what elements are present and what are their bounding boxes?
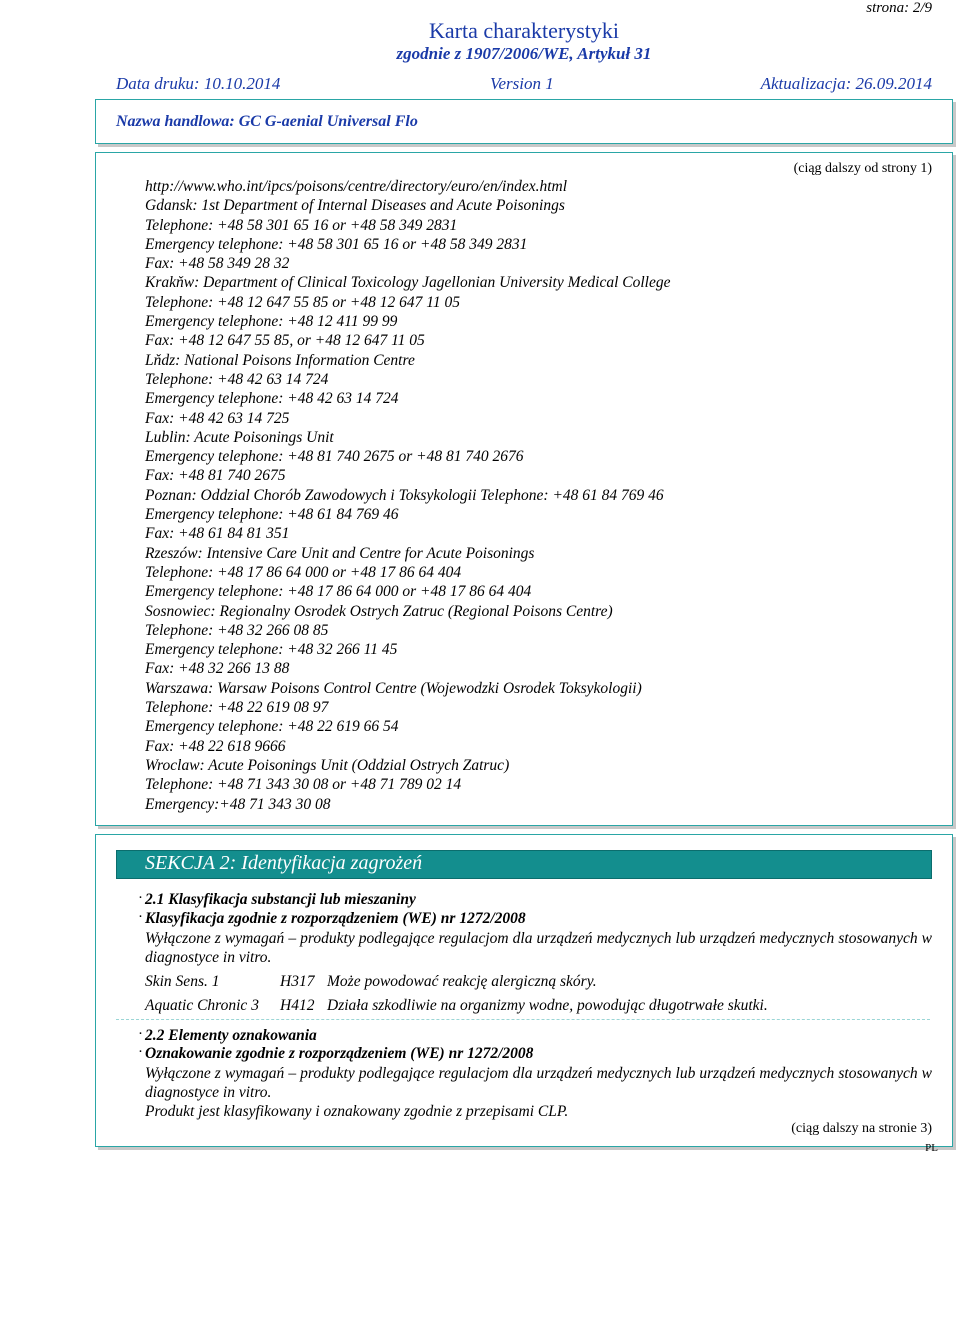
text-line: Emergency telephone: +48 81 740 2675 or +48 81 740 2676: [145, 448, 524, 466]
text-line: Emergency telephone: +48 32 266 11 45: [145, 641, 398, 659]
clp-statement: Produkt jest klasyfikowany i oznakowany zgodnie z przepisami CLP.: [145, 1103, 569, 1120]
text-line: Fax: +48 61 84 81 351: [145, 525, 290, 543]
continued-to-note: (ciąg dalszy na stronie 3): [791, 1121, 932, 1136]
labelling-text: Wyłączone z wymagań – produkty podlegające regulacjom dla urządzeń medycznych lub urządzeń medycznych stosowanych w diagnostyce in vitro.: [145, 1065, 932, 1101]
hazard-code: H412: [280, 997, 315, 1014]
version: Version 1: [490, 74, 554, 93]
bullet: ·: [138, 890, 143, 906]
classification-heading: 2.1 Klasyfikacja substancji lub mieszaniny: [145, 891, 416, 908]
page-number: strona: 2/9: [866, 0, 932, 16]
text-line: Telephone: +48 17 86 64 000 or +48 17 86 64 404: [145, 563, 462, 581]
text-line: Emergency telephone: +48 61 84 769 46: [145, 506, 399, 524]
text-line: Telephone: +48 58 301 65 16 or +48 58 349 2831: [145, 216, 458, 234]
trade-name: Nazwa handlowa: GC G-aenial Universal Flo: [116, 113, 418, 130]
text-line: Warszawa: Warsaw Poisons Control Centre (Wojewodzki Osrodek Toksykologii): [145, 679, 642, 697]
text-line: Gdansk: 1st Department of Internal Diseases and Acute Poisonings: [145, 197, 565, 215]
classification-regulation: Klasyfikacja zgodnie z rozporządzeniem (WE) nr 1272/2008: [145, 910, 526, 927]
text-line: Fax: +48 22 618 9666: [145, 737, 286, 755]
text-line: Telephone: +48 12 647 55 85 or +48 12 647 11 05: [145, 293, 460, 311]
text-line: Telephone: +48 22 619 08 97: [145, 699, 329, 717]
hazard-statement: Może powodować reakcję alergiczną skóry.: [327, 973, 597, 990]
continued-from-note: (ciąg dalszy od strony 1): [793, 161, 932, 176]
text-line: Emergency telephone: +48 22 619 66 54: [145, 718, 399, 736]
hazard-statement: Działa szkodliwie na organizmy wodne, powodując długotrwałe skutki.: [327, 997, 768, 1014]
language-code: PL: [925, 1142, 938, 1154]
text-line: Emergency telephone: +48 12 411 99 99: [145, 313, 398, 331]
text-line: Fax: +48 32 266 13 88: [145, 660, 290, 678]
poison-centre-list: [145, 177, 670, 814]
text-line: Emergency:+48 71 343 30 08: [145, 795, 331, 813]
text-line: Krakňw: Department of Clinical Toxicology Jagellonian University Medical College: [145, 274, 671, 292]
text-line: Emergency telephone: +48 17 86 64 000 or +48 17 86 64 404: [145, 583, 532, 601]
url-line: http://www.who.int/ipcs/poisons/centre/directory/euro/en/index.html: [145, 178, 568, 195]
update-date: Aktualizacja: 26.09.2014: [760, 74, 932, 93]
text-line: Emergency telephone: +48 58 301 65 16 or +48 58 349 2831: [145, 235, 528, 253]
bullet: ·: [138, 909, 143, 925]
text-line: Sosnowiec: Regionalny Osrodek Ostrych Zatruc (Regional Poisons Centre): [145, 602, 613, 620]
document-subtitle: zgodnie z 1907/2006/WE, Artykuł 31: [396, 44, 652, 63]
text-line: Lublin: Acute Poisonings Unit: [145, 428, 334, 446]
text-line: Fax: +48 58 349 28 32: [145, 255, 290, 273]
text-line: Fax: +48 81 740 2675: [145, 467, 286, 485]
text-line: Telephone: +48 71 343 30 08 or +48 71 789 02 14: [145, 776, 462, 794]
print-date: Data druku: 10.10.2014: [116, 74, 281, 93]
text-line: Poznan: Oddzial Chorób Zawodowych i Toksykologii Telephone: +48 61 84 769 46: [145, 486, 664, 504]
text-line: Rzeszów: Intensive Care Unit and Centre for Acute Poisonings: [145, 544, 535, 562]
bullet: ·: [138, 1026, 143, 1042]
hazard-category: Aquatic Chronic 3: [145, 997, 259, 1014]
text-line: Emergency telephone: +48 42 63 14 724: [145, 390, 399, 408]
hazard-code: H317: [280, 973, 315, 990]
text-line: Telephone: +48 32 266 08 85: [145, 621, 329, 639]
text-line: Fax: +48 12 647 55 85, or +48 12 647 11 05: [145, 332, 425, 350]
text-line: Wroclaw: Acute Poisonings Unit (Oddzial Ostrych Zatruc): [145, 756, 510, 774]
document-title: Karta charakterystyki: [429, 18, 619, 43]
hazard-category: Skin Sens. 1: [145, 973, 220, 990]
text-line: Lňdz: National Poisons Information Centre: [145, 351, 415, 369]
labelling-regulation: Oznakowanie zgodnie z rozporządzeniem (WE) nr 1272/2008: [145, 1045, 534, 1062]
bullet: ·: [138, 1044, 143, 1060]
labelling-heading: 2.2 Elementy oznakowania: [145, 1027, 317, 1044]
section2-title: SEKCJA 2: Identyfikacja zagrożeń: [145, 852, 423, 874]
text-line: Fax: +48 42 63 14 725: [145, 409, 290, 427]
text-line: Telephone: +48 42 63 14 724: [145, 370, 329, 388]
dashed-divider: [116, 1019, 930, 1020]
classification-text: Wyłączone z wymagań – produkty podlegające regulacjom dla urządzeń medycznych lub urządzeń medycznych stosowanych w diagnostyce in vitro.: [145, 930, 932, 966]
